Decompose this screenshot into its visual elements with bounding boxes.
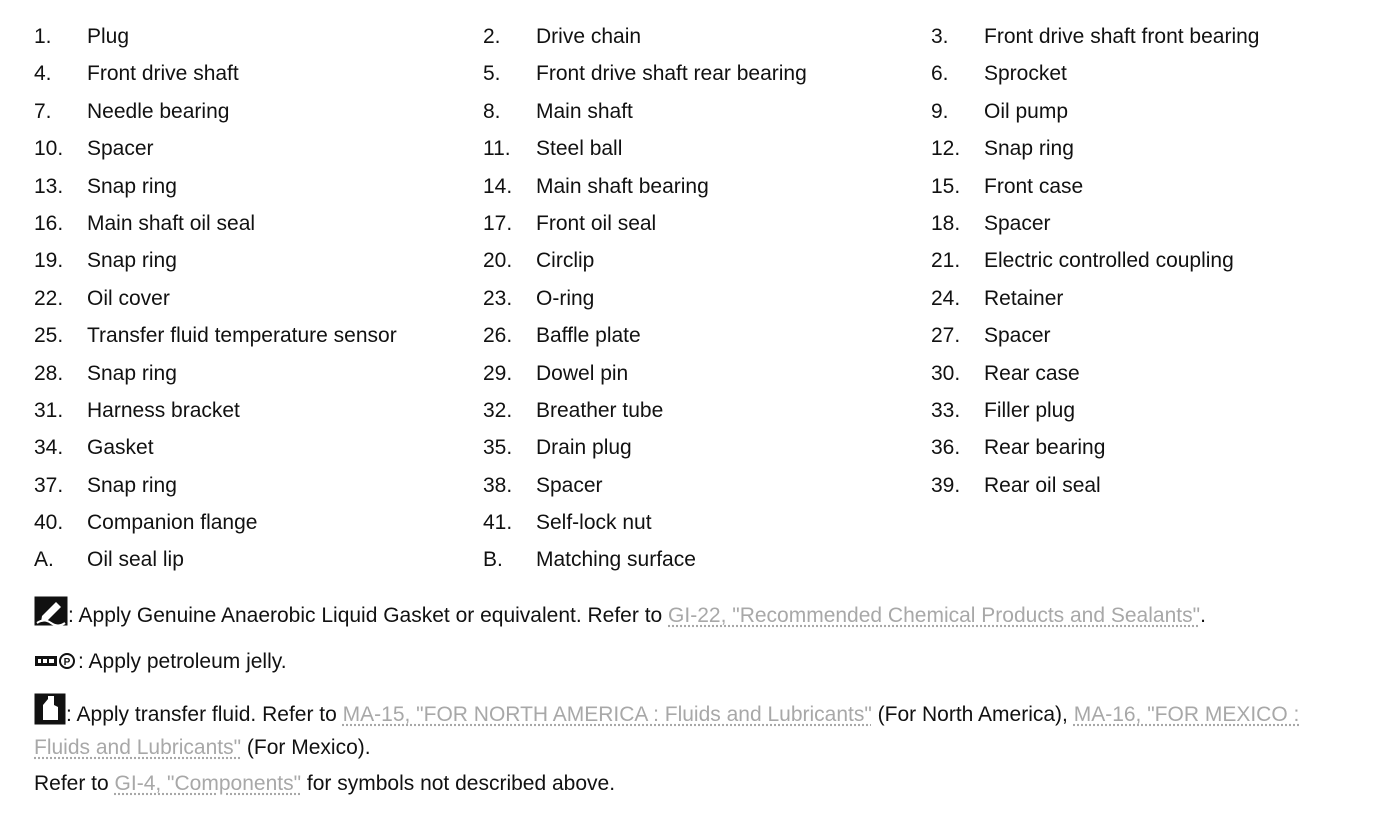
legend-item-number: 19. xyxy=(34,249,64,273)
legend-item-label: Needle bearing xyxy=(87,99,230,123)
legend-row xyxy=(34,471,1364,508)
legend-item-label: Drain plug xyxy=(536,436,632,460)
legend-item-label: Drive chain xyxy=(536,25,642,48)
legend-item-number: 23. xyxy=(483,286,513,310)
legend-row xyxy=(34,246,1364,283)
legend-item-label: Dowel pin xyxy=(536,361,629,385)
legend-item-label: Spacer xyxy=(536,473,603,497)
note-gasket-tail: . xyxy=(1200,604,1206,627)
legend-item-label: Snap ring xyxy=(87,361,177,385)
legend-item-number: 1. xyxy=(34,25,52,48)
legend-item-label: Rear case xyxy=(984,361,1080,385)
legend-item-label: Front drive shaft rear bearing xyxy=(536,62,807,86)
legend-item-number: 25. xyxy=(34,324,64,348)
legend-row xyxy=(34,433,1364,470)
legend-item-number: 2. xyxy=(483,25,501,48)
legend-row xyxy=(34,508,1364,545)
legend-item-number: 16. xyxy=(34,211,64,235)
legend-row xyxy=(34,321,1364,358)
legend-row xyxy=(34,134,1364,171)
legend-item-label: Filler plug xyxy=(984,398,1076,422)
legend-item-number: 20. xyxy=(483,249,513,273)
legend-item-label: Spacer xyxy=(984,324,1051,348)
legend-row xyxy=(34,359,1364,396)
legend-row xyxy=(34,396,1364,433)
transfer-fluid-icon xyxy=(34,693,66,733)
legend-item-number: 24. xyxy=(931,286,961,310)
legend-item-number: 27. xyxy=(931,324,961,348)
legend-row xyxy=(34,209,1364,246)
legend-item-number: 4. xyxy=(34,62,52,86)
legend-item-number: 39. xyxy=(931,473,961,497)
legend-item-number: 22. xyxy=(34,286,64,310)
legend-row xyxy=(34,284,1364,321)
note-jelly-text: : Apply petroleum jelly. xyxy=(78,650,287,673)
legend-item-number: A. xyxy=(34,548,54,572)
legend-item-label: Spacer xyxy=(87,137,154,161)
legend-item-label: Front oil seal xyxy=(536,211,657,235)
liquid-gasket-icon xyxy=(34,596,68,634)
link-gi-22[interactable]: GI-22, "Recommended Chemical Products and Sealants" xyxy=(668,604,1201,627)
legend-item-label: Electric controlled coupling xyxy=(984,249,1234,273)
legend-item-label: Rear bearing xyxy=(984,436,1106,460)
legend-item-number: 15. xyxy=(931,174,961,198)
legend-item-label: Companion flange xyxy=(87,511,258,535)
legend-item-number: 29. xyxy=(483,361,513,385)
legend-item-number: 13. xyxy=(34,174,64,198)
legend-item-number: 34. xyxy=(34,436,64,460)
legend-item-label: Front drive shaft front bearing xyxy=(984,25,1260,48)
legend-item-number: 5. xyxy=(483,62,501,86)
svg-text:P: P xyxy=(63,657,71,668)
note-refer-components xyxy=(34,769,1354,798)
legend-item-label: Main shaft xyxy=(536,99,633,123)
legend-item-label: Sprocket xyxy=(984,62,1067,86)
legend-item-label: O-ring xyxy=(536,286,595,310)
note-fluid-tail: (For Mexico). xyxy=(241,736,371,759)
legend-item-number: B. xyxy=(483,548,503,572)
legend-item-label: Circlip xyxy=(536,249,595,273)
note-liquid-gasket xyxy=(34,596,1354,634)
legend-item-label: Front drive shaft xyxy=(87,62,239,86)
legend-item-number: 28. xyxy=(34,361,64,385)
legend-row xyxy=(34,97,1364,134)
legend-item-number: 37. xyxy=(34,473,64,497)
legend-item-number: 32. xyxy=(483,398,513,422)
legend-item-label: Gasket xyxy=(87,436,154,460)
note-refer-tail: for symbols not described above. xyxy=(301,772,616,795)
link-ma-16[interactable]: MA-16, "FOR MEXICO : Fluids and Lubricants" xyxy=(34,703,1300,759)
legend-item-number: 14. xyxy=(483,174,513,198)
note-refer-text: Refer to xyxy=(34,772,115,795)
legend-item-label: Snap ring xyxy=(984,137,1074,161)
legend-item-label: Retainer xyxy=(984,286,1064,310)
legend-item-label: Snap ring xyxy=(87,174,177,198)
parts-legend xyxy=(34,22,1364,583)
legend-row xyxy=(34,545,1364,582)
note-transfer-fluid xyxy=(34,693,1354,762)
legend-item-number: 40. xyxy=(34,511,64,535)
legend-item-number: 10. xyxy=(34,137,64,161)
legend-item-number: 6. xyxy=(931,62,949,86)
legend-item-label: Snap ring xyxy=(87,249,177,273)
legend-item-label: Oil cover xyxy=(87,286,170,310)
legend-item-label: Snap ring xyxy=(87,473,177,497)
legend-item-label: Harness bracket xyxy=(87,398,240,422)
legend-item-number: 3. xyxy=(931,25,949,48)
legend-item-label: Plug xyxy=(87,25,130,48)
legend-item-number: 33. xyxy=(931,398,961,422)
legend-item-number: 35. xyxy=(483,436,513,460)
legend-item-number: 36. xyxy=(931,436,961,460)
link-gi-4[interactable]: GI-4, "Components" xyxy=(114,772,302,795)
legend-item-label: Transfer fluid temperature sensor xyxy=(87,324,397,348)
legend-item-label: Spacer xyxy=(984,211,1051,235)
legend-item-number: 9. xyxy=(931,99,949,123)
legend-item-label: Baffle plate xyxy=(536,324,641,348)
note-gasket-text: : Apply Genuine Anaerobic Liquid Gasket or equivalent. Refer to xyxy=(68,604,669,627)
legend-item-number: 30. xyxy=(931,361,961,385)
legend-item-number: 41. xyxy=(483,511,513,535)
note-petroleum-jelly xyxy=(34,647,1354,680)
legend-item-number: 31. xyxy=(34,398,64,422)
legend-item-label: Main shaft bearing xyxy=(536,174,709,198)
legend-item-label: Oil pump xyxy=(984,99,1069,123)
legend-item-label: Oil seal lip xyxy=(87,548,184,572)
legend-item-label: Rear oil seal xyxy=(984,473,1101,497)
legend-item-label: Front case xyxy=(984,174,1084,198)
legend-item-label: Matching surface xyxy=(536,548,696,572)
legend-item-label: Steel ball xyxy=(536,137,623,161)
link-ma-15[interactable]: MA-15, "FOR NORTH AMERICA : Fluids and Lubricants" xyxy=(342,703,872,726)
legend-item-number: 11. xyxy=(483,137,511,161)
legend-item-label: Main shaft oil seal xyxy=(87,211,256,235)
legend-item-number: 26. xyxy=(483,324,513,348)
legend-item-number: 18. xyxy=(931,211,961,235)
legend-row xyxy=(34,59,1364,96)
legend-item-number: 38. xyxy=(483,473,513,497)
legend-item-label: Breather tube xyxy=(536,398,664,422)
legend-item-number: 12. xyxy=(931,137,961,161)
note-fluid-text: : Apply transfer fluid. Refer to xyxy=(66,703,343,726)
petroleum-jelly-icon xyxy=(34,651,78,680)
legend-row xyxy=(34,172,1364,209)
legend-item-number: 7. xyxy=(34,99,52,123)
note-fluid-mid: (For North America), xyxy=(871,703,1074,726)
legend-row xyxy=(34,22,1364,59)
legend-item-number: 8. xyxy=(483,99,501,123)
legend-item-label: Self-lock nut xyxy=(536,511,652,535)
legend-item-number: 21. xyxy=(931,249,961,273)
legend-item-number: 17. xyxy=(483,211,513,235)
symbol-notes xyxy=(34,596,1354,798)
